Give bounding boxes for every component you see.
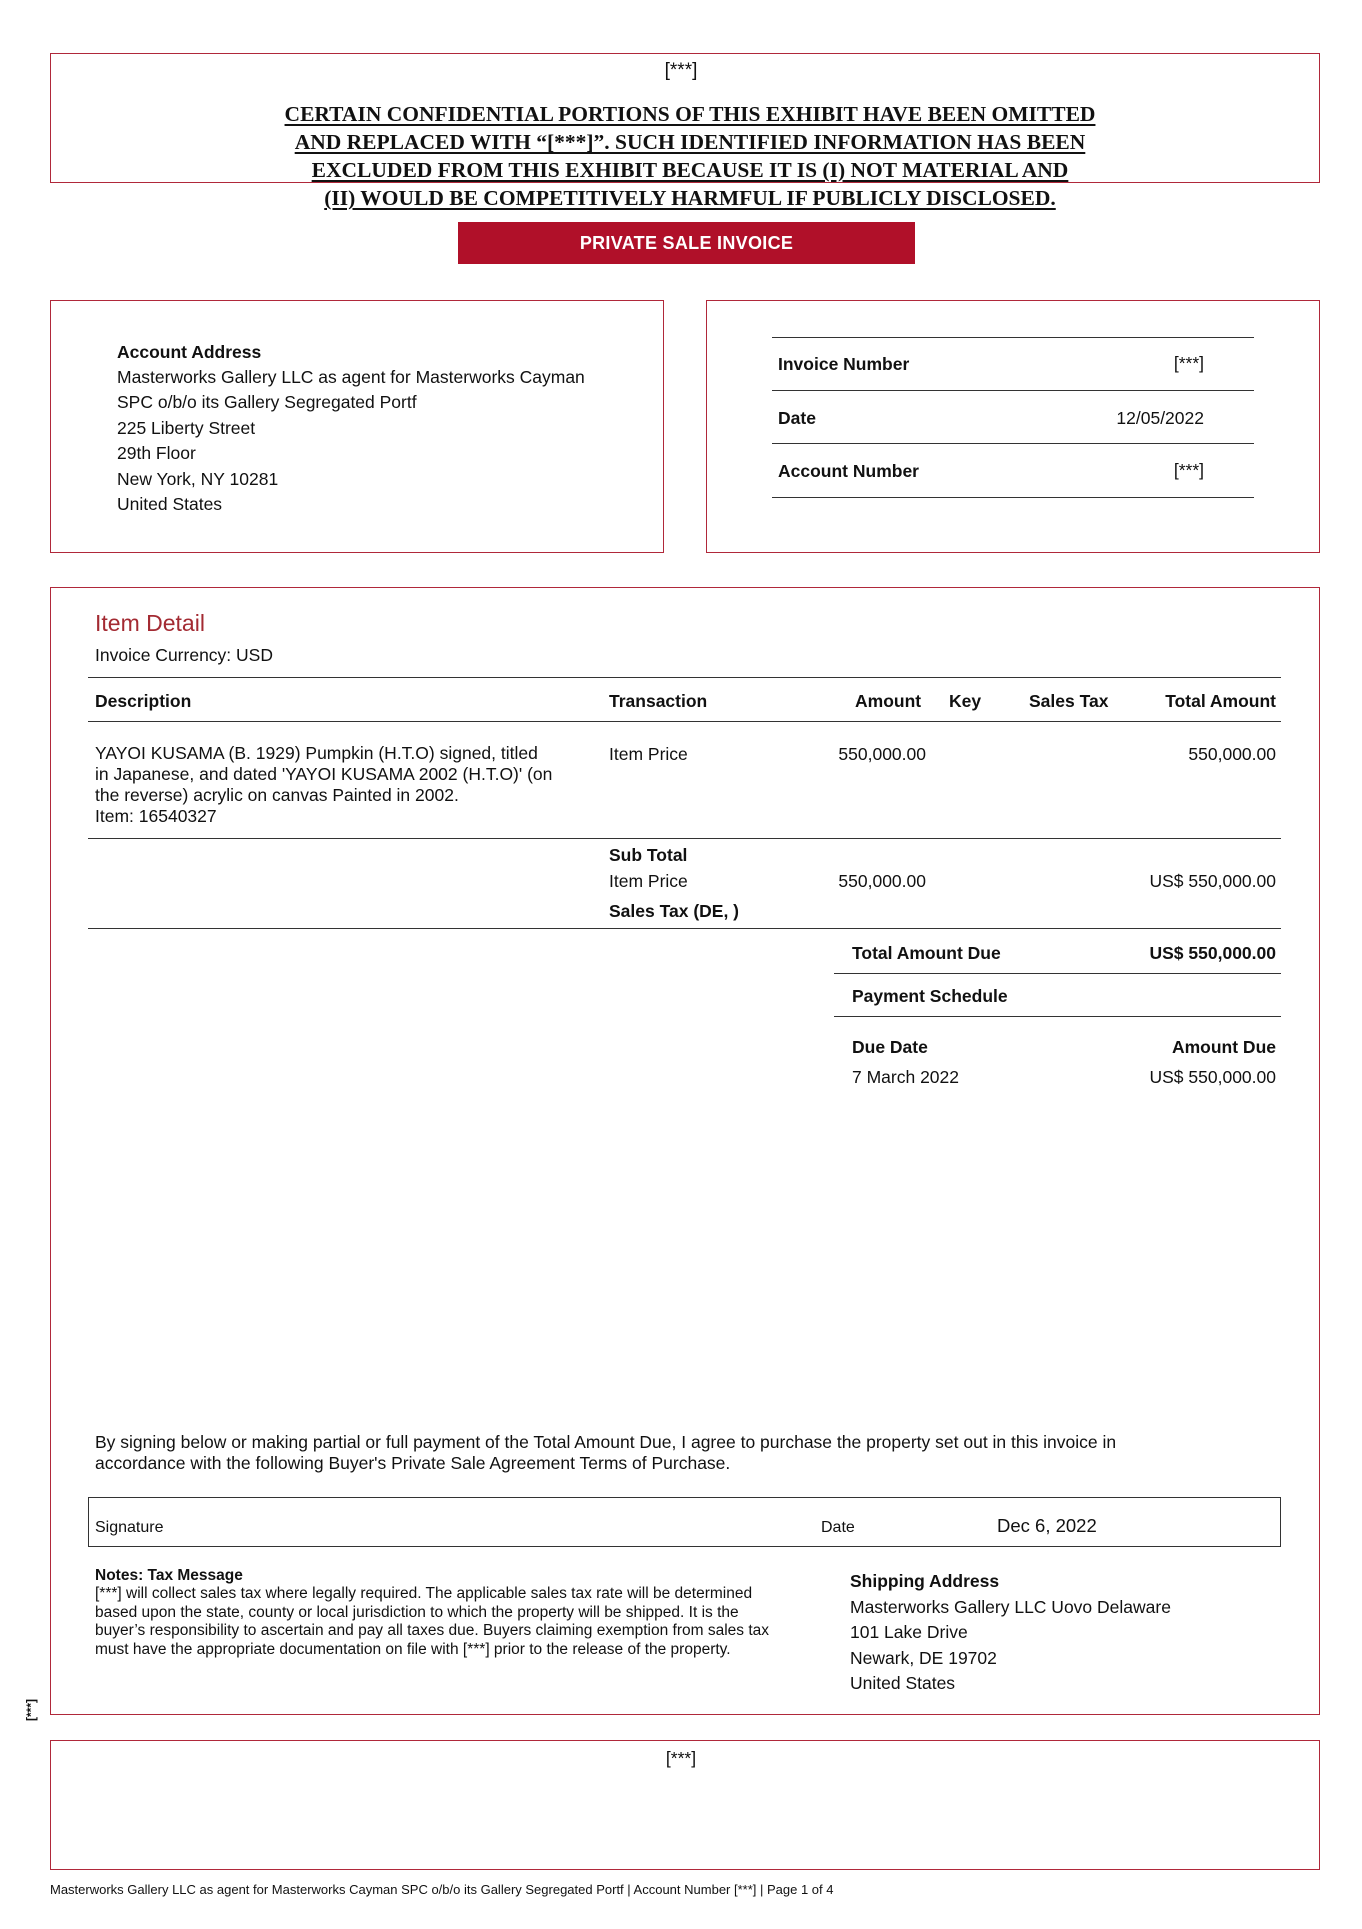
table-header-rule — [88, 721, 1281, 722]
account-number-label: Account Number — [778, 461, 919, 481]
divider — [772, 390, 1254, 391]
legend-line: (II) WOULD BE COMPETITIVELY HARMFUL IF PUBLICLY DISCLOSED. — [324, 186, 1056, 210]
legend-line: EXCLUDED FROM THIS EXHIBIT BECAUSE IT IS (I) NOT MATERIAL AND — [311, 158, 1069, 182]
notes-line: buyer’s responsibility to ascertain and pay all taxes due. Buyers claiming exemption from sales tax — [95, 1622, 770, 1639]
due-date-value: 7 March 2022 — [852, 1067, 960, 1087]
total-due-rule — [834, 973, 1281, 974]
account-address-line: Masterworks Gallery LLC as agent for Masterworks Cayman — [117, 367, 585, 387]
item-detail-title: Item Detail — [95, 610, 205, 636]
item-row-rule — [88, 838, 1281, 839]
signature-box — [88, 1497, 1281, 1547]
subtotal-transaction: Item Price — [609, 871, 688, 891]
signature-date-value: Dec 6, 2022 — [997, 1515, 1097, 1536]
item-amount: 550,000.00 — [838, 744, 926, 764]
item-number: Item: 16540327 — [95, 806, 217, 826]
col-header-key: Key — [949, 691, 982, 711]
col-header-description: Description — [95, 691, 192, 711]
payment-schedule-title: Payment Schedule — [852, 986, 1008, 1006]
col-header-transaction: Transaction — [609, 691, 708, 711]
shipping-address-line: Masterworks Gallery LLC Uovo Delaware — [850, 1597, 1171, 1617]
account-address-line: 225 Liberty Street — [117, 418, 256, 438]
invoice-number-value: [***] — [1173, 353, 1204, 373]
account-address-line: SPC o/b/o its Gallery Segregated Portf — [117, 392, 417, 412]
notes-title: Notes: Tax Message — [95, 1567, 243, 1584]
divider — [772, 337, 1254, 338]
agreement-text — [95, 1432, 1215, 1474]
invoice-banner: PRIVATE SALE INVOICE — [458, 222, 915, 264]
table-top-rule — [88, 677, 1281, 678]
invoice-currency: Invoice Currency: USD — [95, 645, 273, 665]
agreement-line: accordance with the following Buyer's Private Sale Agreement Terms of Purchase. — [95, 1453, 731, 1473]
subtotal-total: US$ 550,000.00 — [1149, 871, 1276, 891]
shipping-address-line: Newark, DE 19702 — [850, 1648, 997, 1668]
amount-due-value: US$ 550,000.00 — [1149, 1067, 1276, 1087]
agreement-line: By signing below or making partial or full payment of the Total Amount Due, I agree to purchase the property set out in this invoice in — [95, 1432, 1117, 1452]
payment-schedule-rule — [834, 1016, 1281, 1017]
account-address-line: United States — [117, 494, 223, 514]
account-address-line: New York, NY 10281 — [117, 469, 279, 489]
item-description-line: in Japanese, and dated 'YAYOI KUSAMA 2002 (H.T.O)' (on — [95, 764, 553, 784]
total-amount-due-label: Total Amount Due — [852, 943, 1001, 963]
account-address-line: 29th Floor — [117, 443, 196, 463]
legend-line: CERTAIN CONFIDENTIAL PORTIONS OF THIS EXHIBIT HAVE BEEN OMITTED — [284, 102, 1096, 126]
header-redaction-mark: [***] — [664, 60, 698, 81]
due-date-header: Due Date — [852, 1037, 928, 1057]
subtotal-label: Sub Total — [609, 845, 688, 865]
side-redaction-mark: [***] — [24, 1699, 38, 1722]
item-description-line: the reverse) acrylic on canvas Painted in 2002. — [95, 785, 459, 805]
footer-redaction-mark: [***] — [665, 1748, 697, 1768]
notes-body — [95, 1585, 810, 1659]
date-label: Date — [778, 408, 816, 428]
item-total-amount: 550,000.00 — [1188, 744, 1276, 764]
shipping-address-line: 101 Lake Drive — [850, 1622, 968, 1642]
shipping-address-line: United States — [850, 1673, 956, 1693]
divider — [772, 497, 1254, 498]
col-header-amount: Amount — [855, 691, 922, 711]
invoice-number-label: Invoice Number — [778, 354, 910, 374]
date-value: 12/05/2022 — [1116, 408, 1204, 428]
sales-tax-label: Sales Tax (DE, ) — [609, 901, 740, 921]
notes-line: must have the appropriate documentation on file with [***] prior to the release of the property. — [95, 1640, 731, 1658]
signature-date-label: Date — [821, 1519, 855, 1536]
col-header-total-amount: Total Amount — [1165, 691, 1276, 711]
confidentiality-legend — [230, 100, 1150, 212]
col-header-sales-tax: Sales Tax — [1029, 691, 1109, 711]
page-footer: Masterworks Gallery LLC as agent for Masterworks Cayman SPC o/b/o its Gallery Segregated Portf | Account Number [***] | Page 1 of 4 — [50, 1882, 834, 1897]
item-description — [95, 743, 595, 827]
shipping-address-title: Shipping Address — [850, 1571, 1000, 1591]
item-description-line: YAYOI KUSAMA (B. 1929) Pumpkin (H.T.O) signed, titled — [95, 743, 538, 763]
divider — [772, 443, 1254, 444]
subtotal-amount: 550,000.00 — [838, 871, 926, 891]
notes-line: [***] will collect sales tax where legally required. The applicable sales tax rate will be determined — [95, 1585, 753, 1602]
item-transaction: Item Price — [609, 744, 688, 764]
subtotal-rule — [88, 928, 1281, 929]
signature-label: Signature — [95, 1519, 164, 1536]
amount-due-header: Amount Due — [1171, 1037, 1276, 1057]
account-address-title: Account Address — [117, 342, 262, 362]
total-amount-due-value: US$ 550,000.00 — [1149, 943, 1276, 963]
account-number-value: [***] — [1173, 460, 1204, 480]
notes-line: based upon the state, county or local jurisdiction to which the property will be shipped. It is the — [95, 1603, 739, 1621]
legend-line: AND REPLACED WITH “[***]”. SUCH IDENTIFIED INFORMATION HAS BEEN — [294, 130, 1086, 154]
